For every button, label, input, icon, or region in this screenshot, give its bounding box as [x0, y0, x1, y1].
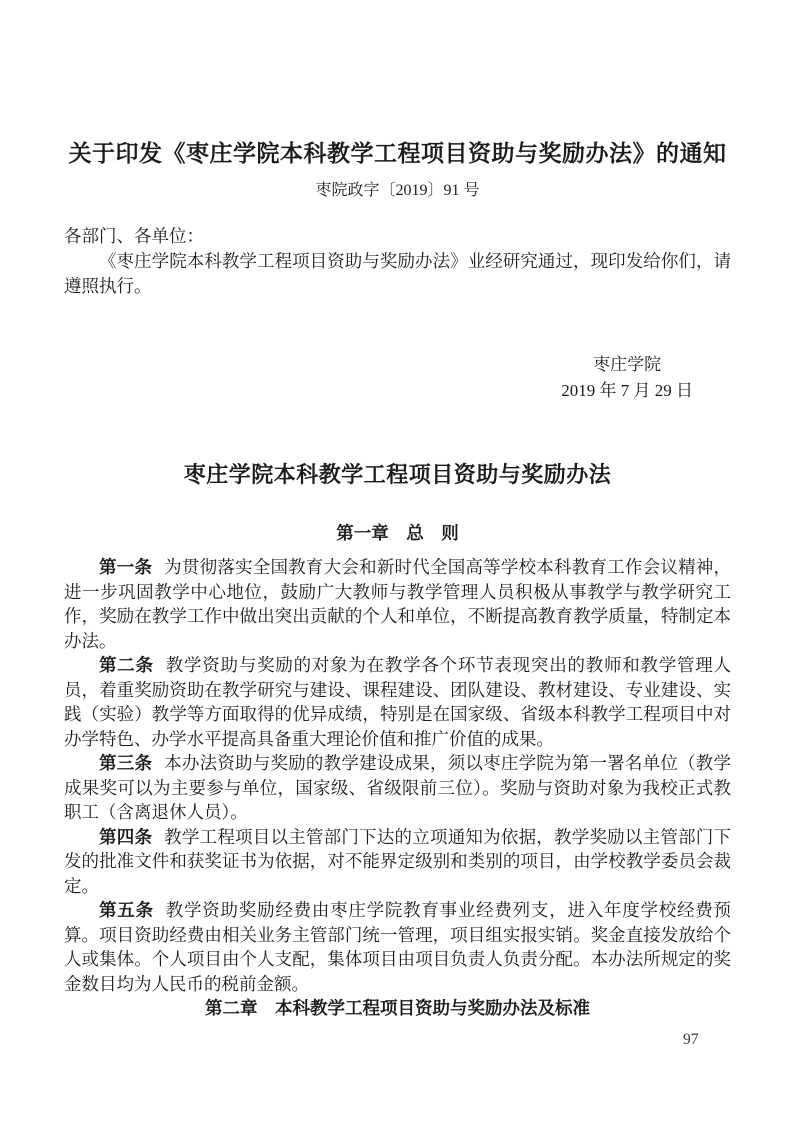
- article-2-text: 教学资助与奖励的对象为在教学各个环节表现突出的教师和教学管理人员，着重奖励资助在教学研究与建设、课程建设、团队建设、教材建设、专业建设、实践（实验）教学等方面取得的优异成绩，特别是在国家级、省级本科教学工程项目中对办学特色、办学水平提高具备重大理论价值和推广价值的成果。: [64, 655, 732, 749]
- signature-block: [561, 352, 693, 404]
- article-1-text: 为贯彻落实全国教育大会和新时代全国高等学校本科教育工作会议精神，进一步巩固教学中心地位，鼓励广大教师与教学管理人员积极从事教学与教学研究工作，奖励在教学工作中做出突出贡献的个人和单位，不断提高教育教学质量，特制定本办法。: [64, 557, 732, 651]
- article-4-label: 第四条: [99, 826, 153, 847]
- article-5-label: 第五条: [99, 900, 154, 920]
- article-3-label: 第三条: [99, 753, 153, 773]
- chapter-1-heading: 第一章 总 则: [336, 523, 459, 543]
- chapter-2-heading: 第二章 本科教学工程项目资助与奖励办法及标准: [205, 998, 590, 1018]
- salutation: 各部门、各单位：: [64, 226, 204, 246]
- article-1: [64, 555, 731, 653]
- article-3-text: 本办法资助与奖励的教学建设成果，须以枣庄学院为第一署名单位（教学成果奖可以为主要参与单位，国家级、省级限前三位）。奖励与资助对象为我校正式教职工（含离退休人员）。: [64, 753, 732, 822]
- article-5: [64, 898, 731, 996]
- document-content: [0, 141, 795, 1021]
- notice-title: 关于印发《枣庄学院本科教学工程项目资助与奖励办法》的通知: [68, 141, 727, 166]
- notice-body-paragraph: 《枣庄学院本科教学工程项目资助与奖励办法》业经研究通过，现印发给你们，请遵照执行。: [64, 251, 731, 296]
- signature-date: 2019 年 7 月 29 日: [561, 381, 693, 400]
- regulation-title: 枣庄学院本科教学工程项目资助与奖励办法: [183, 462, 612, 487]
- article-2: [64, 653, 731, 751]
- page-number: 97: [683, 1031, 699, 1048]
- article-1-label: 第一条: [99, 557, 153, 577]
- document-number: 枣院政字〔2019〕91 号: [315, 182, 480, 199]
- article-5-text: 教学资助奖励经费由枣庄学院教育事业经费列支，进入年度学校经费预算。项目资助经费由相关业务主管部门统一管理，项目组实报实销。奖金直接发放给个人或集体。个人项目由个人支配，集体项目由项目负责人负责分配。本办法所规定的奖金数目均为人民币的税前金额。: [64, 900, 732, 994]
- signature-org: 枣庄学院: [593, 355, 662, 374]
- article-4-text: 教学工程项目以主管部门下达的立项通知为依据，教学奖励以主管部门下发的批准文件和获奖证书为依据，对不能界定级别和类别的项目，由学校教学委员会裁定。: [64, 826, 732, 896]
- article-4: [64, 825, 731, 899]
- article-2-label: 第二条: [99, 655, 154, 675]
- article-3: [64, 751, 731, 825]
